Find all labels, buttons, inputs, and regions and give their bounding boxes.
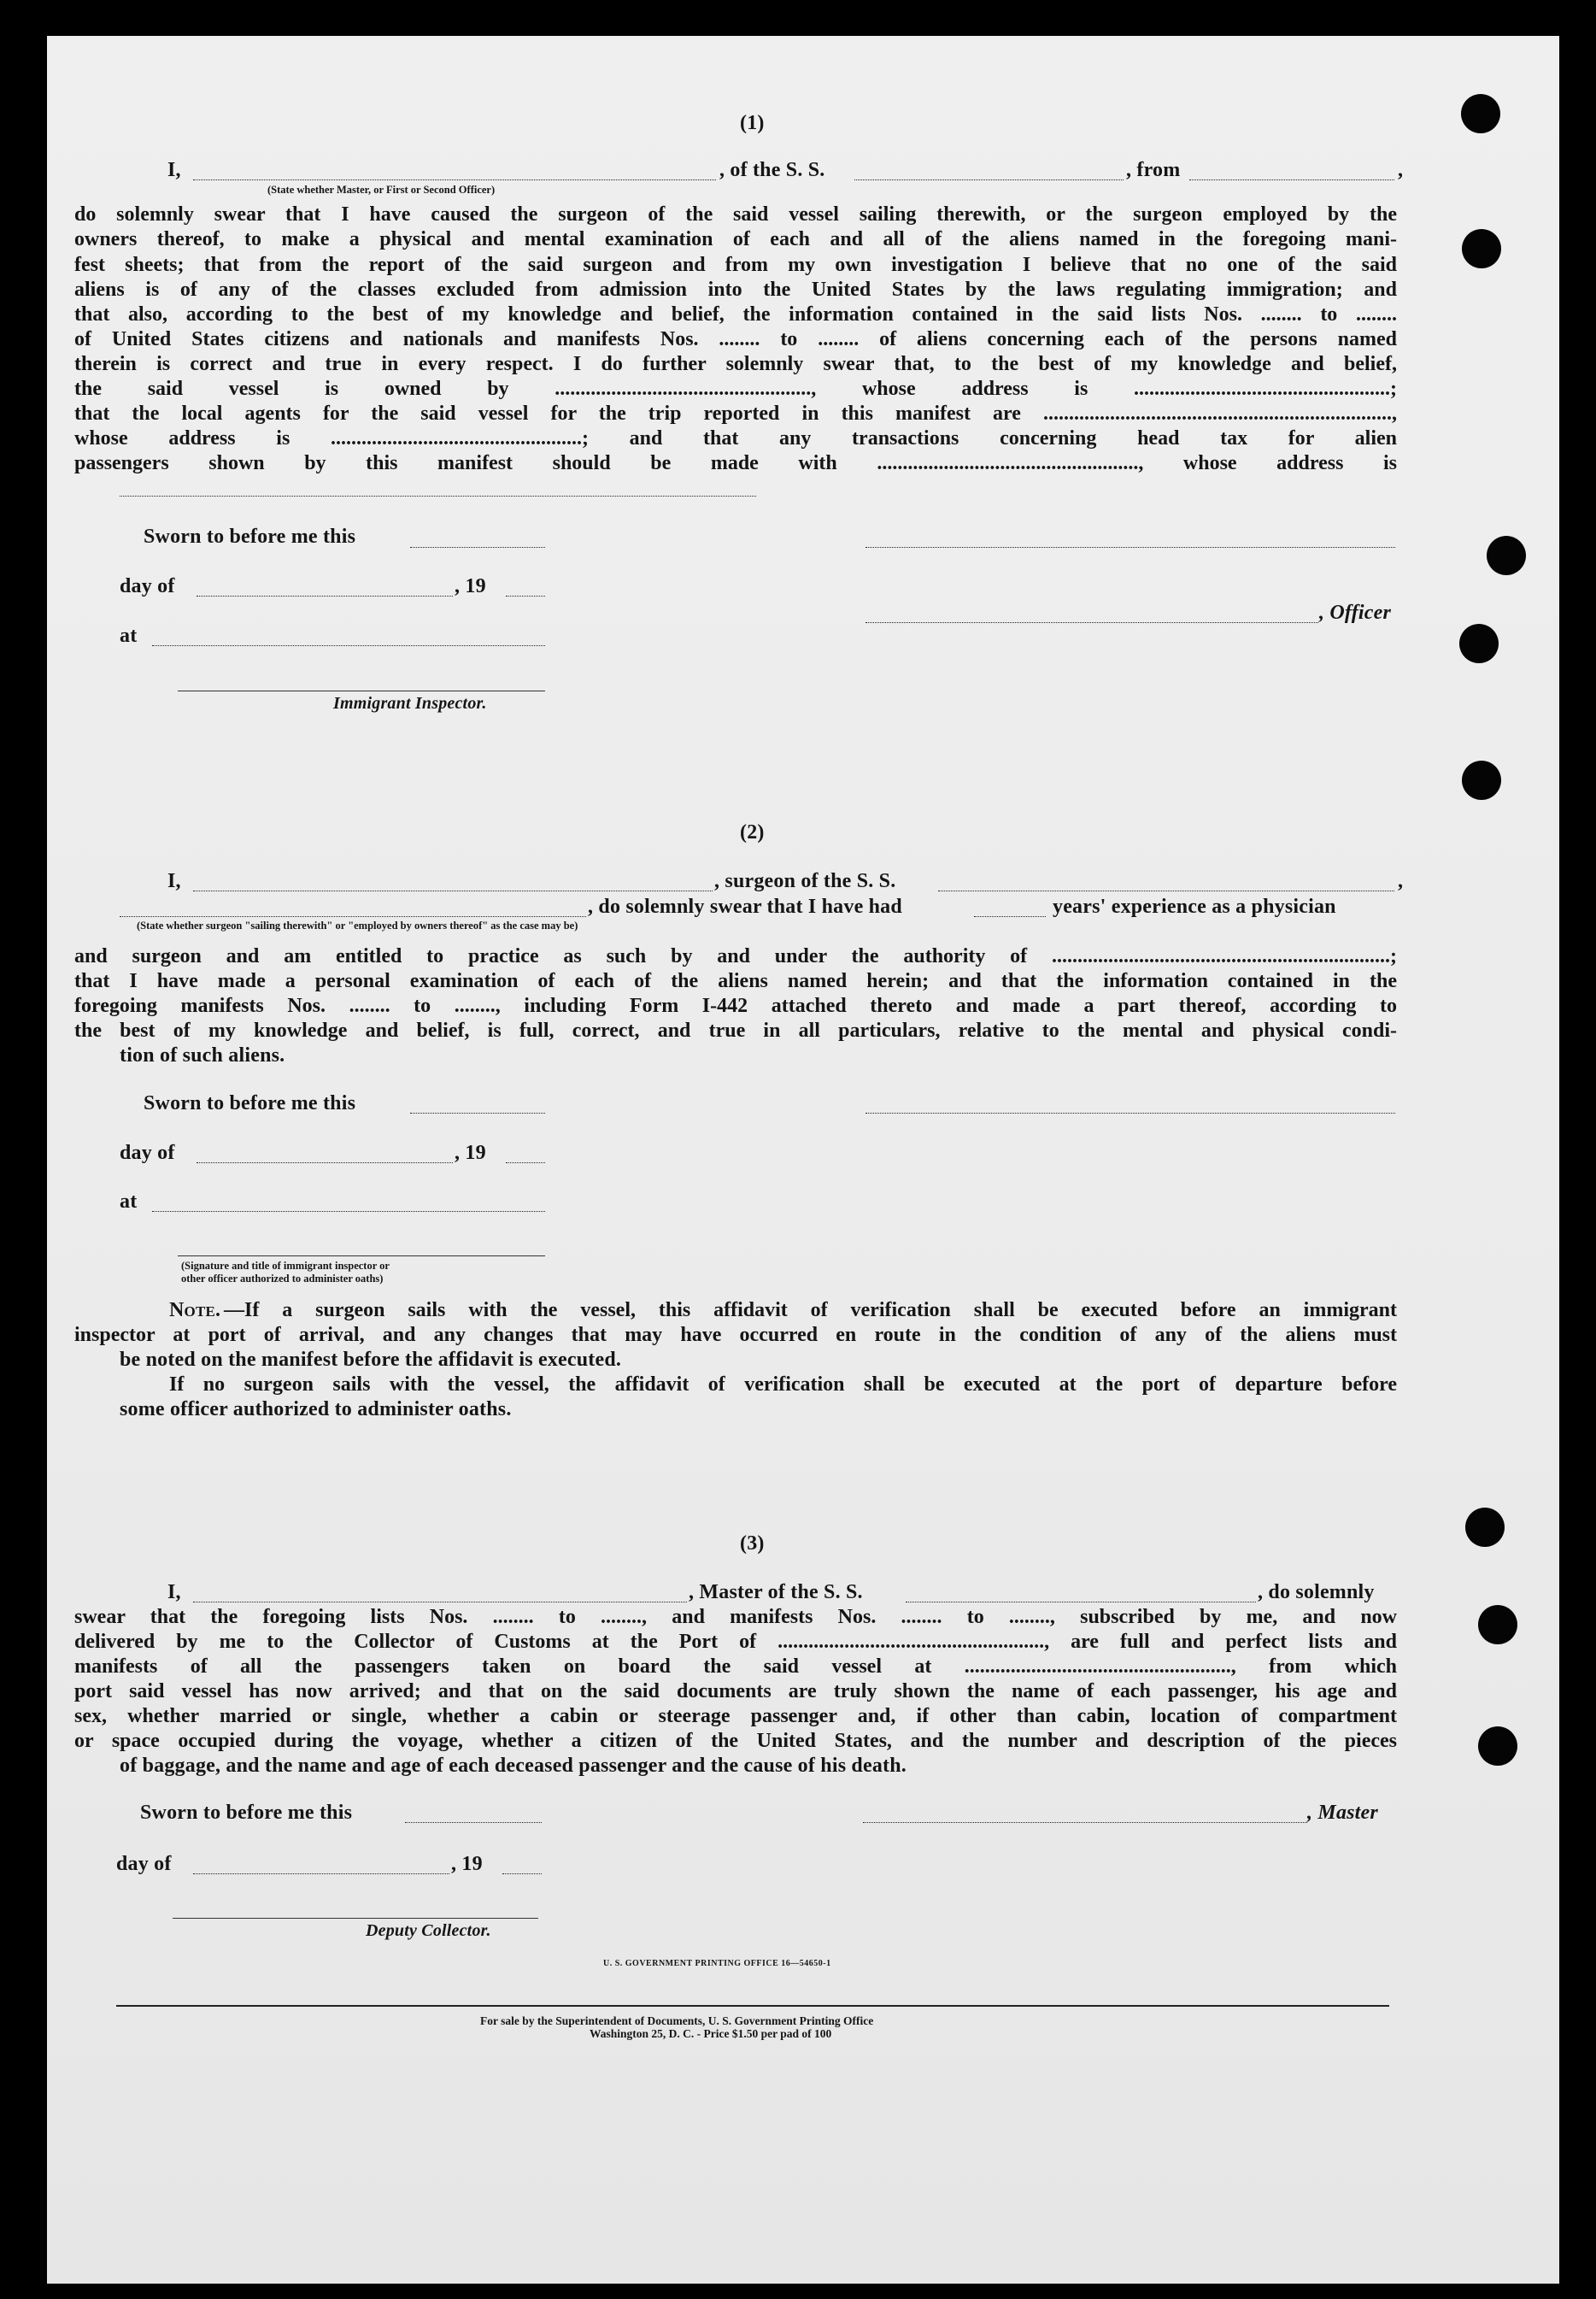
section-1-line-9: that the local agents for the said vessel for the trip reported in this manifest are ....................................................................,: [74, 403, 1397, 425]
section-3-year: , 19: [451, 1853, 483, 1875]
officer-name-field[interactable]: [193, 179, 716, 180]
from-label: , from: [1126, 159, 1181, 181]
section-2-sworn-date-field[interactable]: [410, 1113, 545, 1114]
section-2-day-field[interactable]: [197, 1162, 453, 1163]
section-1-line-8: the said vessel is owned by .................................................., whose address is ..................................................;: [74, 378, 1397, 400]
section-1-line-11: passengers shown by this manifest should be made with ..................................................., whose address is: [74, 452, 1397, 474]
section-1-year: , 19: [455, 575, 486, 597]
section-3-line-1: swear that the foregoing lists Nos. ........ to ........, and manifests Nos. ........ to ........, subscribed by me, and now: [74, 1606, 1397, 1628]
years-experience-field[interactable]: [974, 916, 1046, 917]
section-3-number: (3): [740, 1532, 765, 1555]
section-1-day-of: day of: [120, 575, 175, 597]
note-line-2: inspector at port of arrival, and any changes that may have occurred en route in the condition of any of the aliens must: [74, 1324, 1397, 1346]
punch-hole-3: [1487, 536, 1526, 575]
footer-rule: [116, 2005, 1389, 2007]
section-1-line-1: do solemnly swear that I have caused the surgeon of the said vessel sailing therewith, or the surgeon employed by the: [74, 203, 1397, 226]
section-2-signature-note-2: other officer authorized to administer oaths): [181, 1273, 384, 1285]
punch-hole-8: [1478, 1726, 1517, 1766]
section-2-sworn: Sworn to before me this: [144, 1092, 356, 1114]
note-2-line-2: some officer authorized to administer oaths.: [120, 1398, 512, 1420]
section-1-line-4: aliens is of any of the classes excluded from admission into the United States by the laws regulating immigration; and: [74, 279, 1397, 301]
note-label: Note.: [169, 1299, 221, 1321]
sale-notice-line-2: Washington 25, D. C. - Price $1.50 per pad of 100: [590, 2027, 832, 2040]
section-2-surgeon-signature-field[interactable]: [865, 1113, 1395, 1114]
section-1-year-field[interactable]: [506, 596, 545, 597]
section-2-line-3: foregoing manifests Nos. ........ to ........, including Form I-442 attached thereto and made a part thereof, according to: [74, 995, 1397, 1017]
master-of-label: , Master of the S. S.: [689, 1581, 863, 1603]
section-3-line-6: or space occupied during the voyage, whether a citizen of the United States, and the number and description of the pieces: [74, 1730, 1397, 1752]
sale-notice-line-1: For sale by the Superintendent of Documents, U. S. Government Printing Office: [480, 2014, 874, 2027]
punch-hole-6: [1465, 1508, 1505, 1547]
punch-hole-7: [1478, 1605, 1517, 1644]
section-1-day-field[interactable]: [197, 596, 453, 597]
section-2-place-field[interactable]: [152, 1211, 545, 1212]
section-2-number: (2): [740, 821, 765, 844]
section-3-i: I,: [167, 1581, 181, 1603]
years-experience-label: years' experience as a physician: [1053, 896, 1336, 918]
section-3-line-4: port said vessel has now arrived; and that on the said documents are truly shown the name of each passenger, his age and: [74, 1680, 1397, 1702]
section-3-sworn: Sworn to before me this: [140, 1802, 353, 1824]
section-1-i: I,: [167, 159, 181, 181]
master-signature-field[interactable]: [863, 1822, 1307, 1823]
section-1-sworn: Sworn to before me this: [144, 526, 356, 548]
section-1-line-7: therein is correct and true in every respect. I do further solemnly swear that, to the best of my knowledge and belief,: [74, 353, 1397, 375]
printing-office-mark: U. S. GOVERNMENT PRINTING OFFICE 16—54650-1: [603, 1959, 831, 1968]
section-2-line-4: the best of my knowledge and belief, is full, correct, and true in all particulars, relative to the mental and physical condi-: [74, 1020, 1397, 1042]
section-1-line-6: of United States citizens and nationals and manifests Nos. ........ to ........ of aliens concerning each of the persons named: [74, 328, 1397, 350]
master-label: , Master: [1307, 1802, 1378, 1824]
punch-hole-5: [1462, 761, 1501, 800]
officer-note: (State whether Master, or First or Second Officer): [267, 184, 496, 196]
section-2-i: I,: [167, 870, 181, 892]
punch-hole-1: [1461, 94, 1500, 133]
section-2-line-2: that I have made a personal examination of each of the aliens named herein; and that the information contained in the: [74, 970, 1397, 992]
of-ss-label: , of the S. S.: [719, 159, 825, 181]
section-2-year: , 19: [455, 1142, 486, 1164]
punch-hole-2: [1462, 229, 1501, 268]
section-2-day-of: day of: [120, 1142, 175, 1164]
punch-hole-4: [1459, 624, 1499, 663]
section-1-line-3: fest sheets; that from the report of the said surgeon and from my own investigation I believe that no one of the said: [74, 254, 1397, 276]
section-2-year-field[interactable]: [506, 1162, 545, 1163]
section-3-line-7: of baggage, and the name and age of each deceased passenger and the cause of his death.: [120, 1755, 907, 1777]
surgeon-comma: ,: [1398, 870, 1404, 892]
section-2-line-5: tion of such aliens.: [120, 1044, 285, 1067]
vessel-name-field[interactable]: [854, 179, 1124, 180]
section-1-officer-signature-field[interactable]: [865, 547, 1395, 548]
section-2-signature-line[interactable]: [178, 1255, 545, 1256]
section-1-officer-label: , Officer: [1319, 602, 1391, 624]
surgeon-status-field[interactable]: [120, 916, 586, 917]
section-3-year-field[interactable]: [502, 1873, 542, 1874]
note-2-line-1: If no surgeon sails with the vessel, the affidavit of verification shall be executed at the port of departure before: [169, 1373, 1397, 1396]
surgeon-note: (State whether surgeon "sailing therewith" or "employed by owners thereof" as the case may be): [137, 920, 578, 932]
section-3-day-of: day of: [116, 1853, 172, 1875]
section-1-officer-title-field[interactable]: [865, 622, 1318, 623]
note-line-1: —If a surgeon sails with the vessel, this affidavit of verification shall be executed before an immigrant: [224, 1299, 1397, 1321]
section-1-at: at: [120, 625, 138, 647]
from-comma: ,: [1398, 159, 1404, 181]
surgeon-swear-label: , do solemnly swear that I have had: [588, 896, 902, 918]
section-3-line-3: manifests of all the passengers taken on board the said vessel at ...................................................., from which: [74, 1655, 1397, 1678]
deputy-collector-label: Deputy Collector.: [366, 1921, 491, 1940]
section-2-line-1: and surgeon and am entitled to practice as such by and under the authority of ..................................................................;: [74, 945, 1397, 967]
section-1-number: (1): [740, 112, 765, 134]
section-2-at: at: [120, 1191, 138, 1213]
section-1-line-10: whose address is .................................................; and that any transactions concerning head tax for alien: [74, 427, 1397, 450]
section-3-day-field[interactable]: [193, 1873, 449, 1874]
solemnly-label: , do solemnly: [1258, 1581, 1375, 1603]
section-3-line-5: sex, whether married or single, whether a cabin or steerage passenger and, if other than cabin, location of compartment: [74, 1705, 1397, 1727]
from-port-field[interactable]: [1189, 179, 1394, 180]
section-1-line-2: owners thereof, to make a physical and mental examination of each and all of the aliens named in the foregoing mani-: [74, 228, 1397, 250]
surgeon-of-label: , surgeon of the S. S.: [714, 870, 896, 892]
section-1-line-5: that also, according to the best of my knowledge and belief, the information contained in the said lists Nos. ........ to ........: [74, 303, 1397, 326]
section-2-signature-note-1: (Signature and title of immigrant inspector or: [181, 1260, 390, 1272]
deputy-signature-line[interactable]: [173, 1918, 538, 1919]
agent-address-field[interactable]: [120, 496, 756, 497]
note-line-3: be noted on the manifest before the affidavit is executed.: [120, 1349, 622, 1371]
section-1-inspector-label: Immigrant Inspector.: [333, 694, 487, 713]
section-1-sworn-date-field[interactable]: [410, 547, 545, 548]
section-1-place-field[interactable]: [152, 645, 545, 646]
section-3-sworn-date-field[interactable]: [405, 1822, 542, 1823]
section-3-line-2: delivered by me to the Collector of Customs at the Port of ...................................................., are full and perfect lists and: [74, 1631, 1397, 1653]
